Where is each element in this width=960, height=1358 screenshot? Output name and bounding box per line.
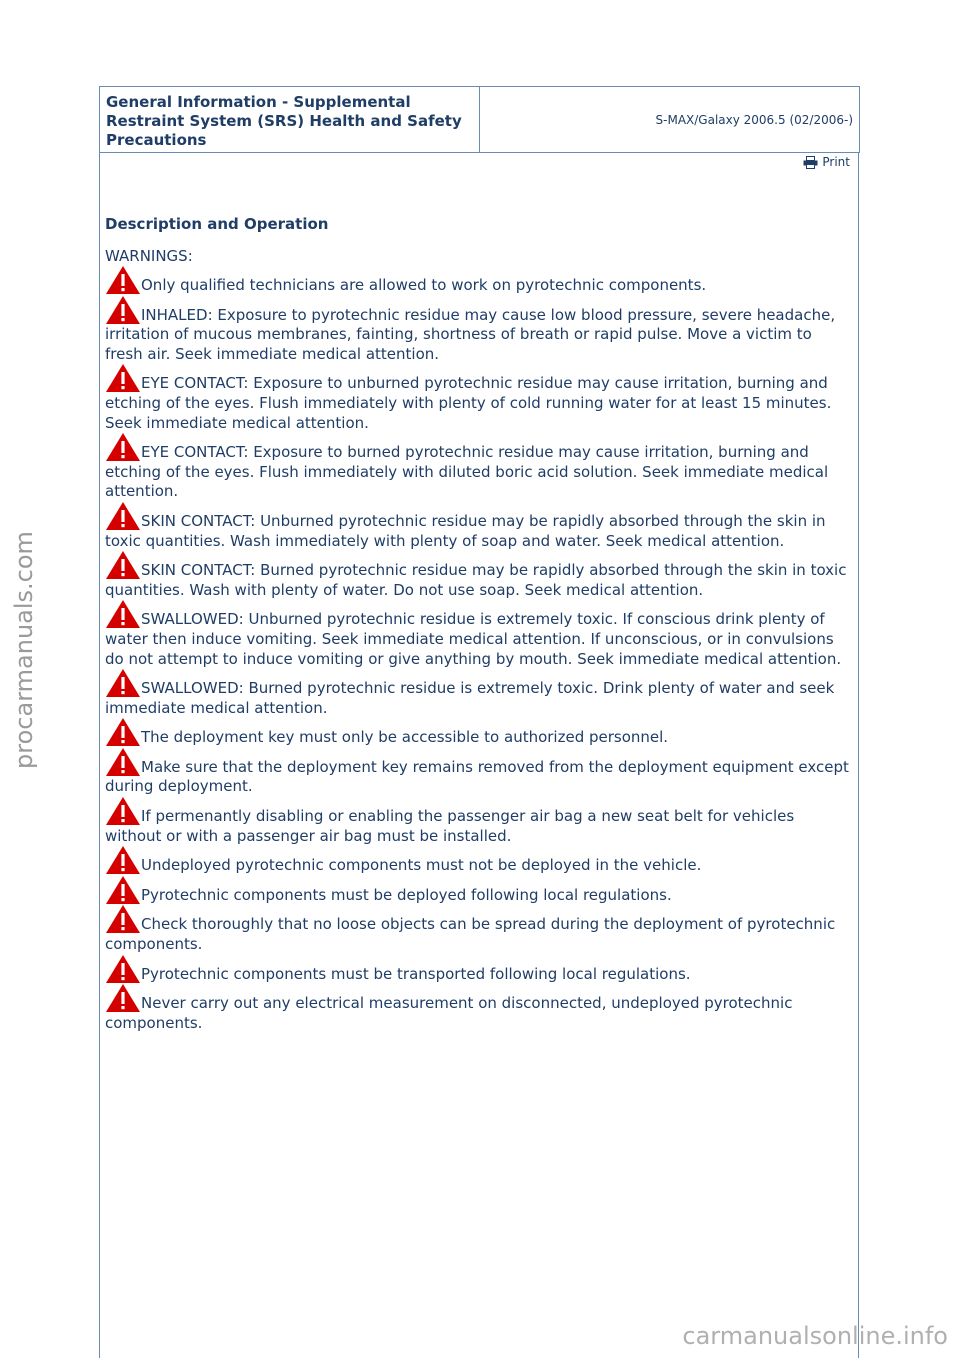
warning-item bbox=[105, 276, 850, 296]
warning-triangle-icon bbox=[105, 501, 141, 531]
warning-triangle-icon bbox=[105, 668, 141, 698]
warning-text: SWALLOWED: Unburned pyrotechnic residue is extremely toxic. If conscious drink plenty of water then induce vomiting. Seek immediate medical attention. If unconscious, or in convulsions do not attempt to induce vomiting or give anything by mouth. Seek immediate medical attention. bbox=[105, 610, 842, 668]
warning-item bbox=[105, 512, 850, 551]
section-title: Description and Operation bbox=[105, 215, 329, 233]
warning-text: Pyrotechnic components must be deployed following local regulations. bbox=[141, 885, 672, 904]
warning-item bbox=[105, 728, 850, 748]
warning-text: EYE CONTACT: Exposure to unburned pyrotechnic residue may cause irritation, burning and etching of the eyes. Flush immediately with plenty of cold running water for at least 15 minutes. Seek immediate medical attention. bbox=[105, 374, 832, 432]
warning-item bbox=[105, 306, 850, 365]
warning-triangle-icon bbox=[105, 599, 141, 629]
warning-triangle-icon bbox=[105, 983, 141, 1013]
warning-triangle-icon bbox=[105, 717, 141, 747]
print-button[interactable] bbox=[803, 155, 850, 169]
warning-text: Check thoroughly that no loose objects can be spread during the deployment of pyrotechnic components. bbox=[105, 915, 836, 954]
watermark-bottom: carmanualsonline.info bbox=[682, 1322, 948, 1350]
warning-triangle-icon bbox=[105, 747, 141, 777]
warning-triangle-icon bbox=[105, 432, 141, 462]
warning-item bbox=[105, 374, 850, 433]
warning-text: SKIN CONTACT: Burned pyrotechnic residue may be rapidly absorbed through the skin in toxic quantities. Wash with plenty of water. Do not use soap. Seek medical attention. bbox=[105, 561, 847, 599]
page-header bbox=[99, 86, 860, 153]
warning-text: Never carry out any electrical measurement on disconnected, undeployed pyrotechnic components. bbox=[105, 994, 793, 1032]
warning-item bbox=[105, 443, 850, 502]
warning-item bbox=[105, 610, 850, 669]
page-title: General Information - Supplemental Restraint System (SRS) Health and Safety Precautions bbox=[100, 87, 480, 152]
warning-triangle-icon bbox=[105, 295, 141, 325]
print-label: Print bbox=[822, 155, 850, 169]
warning-triangle-icon bbox=[105, 796, 141, 826]
warning-triangle-icon bbox=[105, 954, 141, 984]
warning-text: SKIN CONTACT: Unburned pyrotechnic residue may be rapidly absorbed through the skin in toxic quantities. Wash immediately with plenty of soap and water. Seek medical attention. bbox=[105, 511, 826, 550]
warning-text: Only qualified technicians are allowed to work on pyrotechnic components. bbox=[141, 276, 707, 294]
warning-triangle-icon bbox=[105, 875, 141, 905]
warning-item bbox=[105, 886, 850, 906]
warning-triangle-icon bbox=[105, 845, 141, 875]
watermark-left-text: procarmanuals.com bbox=[10, 531, 38, 769]
warning-triangle-icon bbox=[105, 904, 141, 934]
warning-item bbox=[105, 807, 850, 846]
warnings-label: WARNINGS: bbox=[105, 247, 193, 265]
warning-item bbox=[105, 965, 850, 985]
warning-text: EYE CONTACT: Exposure to burned pyrotechnic residue may cause irritation, burning and etching of the eyes. Flush immediately with diluted boric acid solution. Seek immediate medical attention. bbox=[105, 443, 829, 501]
model-label: S-MAX/Galaxy 2006.5 (02/2006-) bbox=[655, 112, 853, 127]
warning-text: Make sure that the deployment key remains removed from the deployment equipment except during deployment. bbox=[105, 757, 849, 796]
warning-text: If permenantly disabling or enabling the passenger air bag a new seat belt for vehicles without or with a passenger air bag must be installed. bbox=[105, 807, 795, 845]
warning-text: SWALLOWED: Burned pyrotechnic residue is extremely toxic. Drink plenty of water and seek immediate medical attention. bbox=[105, 679, 835, 717]
warning-text: Pyrotechnic components must be transported following local regulations. bbox=[141, 964, 691, 983]
warnings-list bbox=[105, 276, 850, 1033]
printer-icon bbox=[803, 156, 818, 169]
warning-item bbox=[105, 915, 850, 954]
warning-triangle-icon bbox=[105, 265, 141, 295]
warning-text: The deployment key must only be accessible to authorized personnel. bbox=[141, 728, 669, 747]
warning-item bbox=[105, 679, 850, 718]
warning-triangle-icon bbox=[105, 363, 141, 393]
warning-text: INHALED: Exposure to pyrotechnic residue may cause low blood pressure, severe headache, irritation of mucous membranes, fainting, shortness of breath or rapid pulse. Move a victim to fresh air. Seek immediate medical attention. bbox=[105, 305, 836, 363]
warning-item bbox=[105, 561, 850, 600]
warning-triangle-icon bbox=[105, 550, 141, 580]
content bbox=[105, 214, 850, 1043]
watermark-left bbox=[4, 500, 44, 800]
warning-item bbox=[105, 994, 850, 1033]
warning-item bbox=[105, 856, 850, 876]
warning-text: Undeployed pyrotechnic components must not be deployed in the vehicle. bbox=[141, 856, 702, 875]
warning-item bbox=[105, 758, 850, 797]
